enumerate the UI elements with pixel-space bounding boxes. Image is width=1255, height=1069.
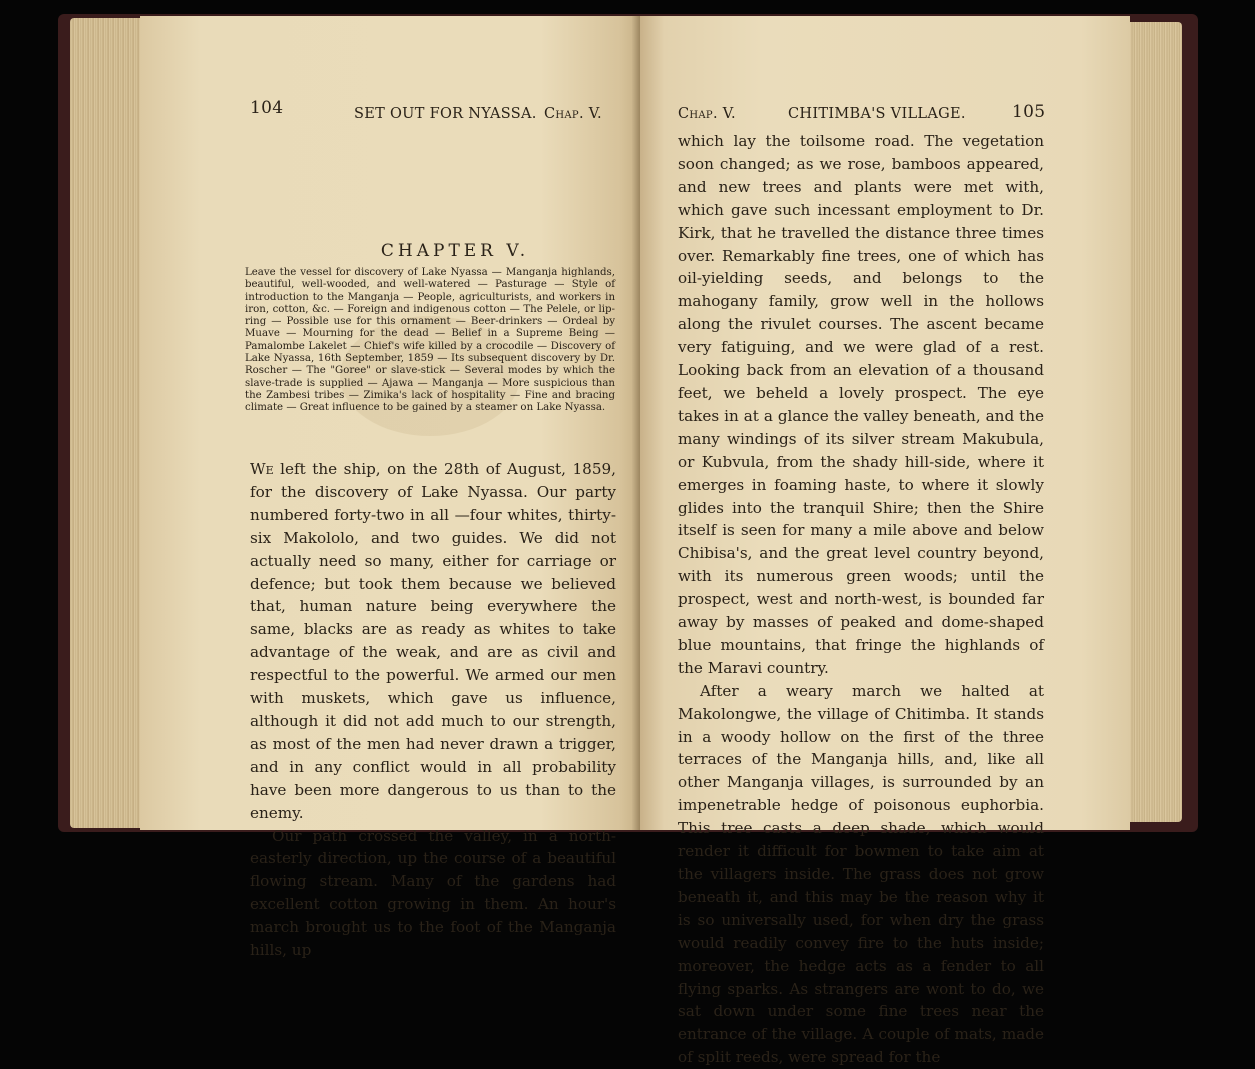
right-paragraph-2: After a weary march we halted at Makolongwe, the village of Chitimba. It stands in a woody hollow on the first of the three terraces of the Manganja hills, and, like all other Manganja villages, is surrounded by an impenetrable hedge of poisonous euphorbia. This tree casts a deep shade, which would render it difficult for bowmen to take aim at the villagers inside. The grass does not grow beneath it, and this may be the reason why it is so universally used, for when dry the grass would readily convey fire to the huts inside; moreover, the hedge acts as a fender to all flying sparks. As strangers are wont to do, we sat down under some fine trees near the entrance of the village. A couple of mats, made of split reeds, were spread for the	[678, 681, 1044, 1067]
right-page	[640, 16, 1130, 1067]
left-paragraph-2: Our path crossed the valley, in a north-easterly direction, up the course of a beautiful flowing stream. Many of the gardens had excellent cotton growing in them. An hour's march brought us to the foot of the Manganja hills, up	[250, 826, 616, 960]
right-paragraph-1: which lay the toilsome road. The vegetation soon changed; as we rose, bamboos appeared, and new trees and plants were met with, which gave such incessant employment to Dr. Kirk, that he travelled the distance three times over. Remarkably fine trees, one of which has oil-yielding seeds, and belongs to the mahogany family, grow well in the hollows along the rivulet courses. The ascent became very fatiguing, and we were glad of a rest. Looking back from an elevation of a thousand feet, we beheld a lovely prospect. The eye takes in at a glance the valley beneath, and the many windings of its silver stream Makubula, or Kubvula, from the shady hill-side, where it emerges in foaming haste, to where it slowly glides into the tranquil Shire; then the Shire itself is seen for many a mile above and below Chibisa's, and the great level country beyond, with its numerous green woods; until the prospect, west and north-west, is bounded far away by masses of peaked and dome-shaped blue mountains, that fringe the highlands of the Maravi country.	[678, 132, 1044, 677]
left-page	[140, 16, 640, 960]
page-edges-left	[70, 18, 150, 828]
right-running-head: CHITIMBA'S VILLAGE.	[788, 106, 966, 122]
right-chapter-ref: Chap. V.	[678, 106, 736, 122]
left-paragraph-1	[250, 458, 616, 825]
drop-cap-word: We	[250, 460, 274, 478]
right-body-text	[678, 130, 1044, 1069]
chapter-title: CHAPTER V.	[380, 241, 530, 261]
right-page-number: 105	[1012, 102, 1046, 122]
left-page-number: 104	[250, 98, 284, 118]
chapter-summary: Leave the vessel for discovery of Lake Nyassa — Manganja highlands, beautiful, well-wooded, and well-watered — Pasturage — Style of introduction to the Manganja — People, agriculturists, and workers in iron, cotton, &c. — Foreign and indigenous cotton — The Pelele, or lip-ring — Possible use for this ornament — Beer-drinkers — Ordeal by Muave — Mourning for the dead — Belief in a Supreme Being — Pamalombe Lakelet — Chief's wife killed by a crocodile — Discovery of Lake Nyassa, 16th September, 1859 — Its subsequent discovery by Dr. Roscher — The "Goree" or slave-stick — Several modes by which the slave-trade is supplied — Ajawa — Manganja — More suspicious than the Zambesi tribes — Zimika's lack of hospitality — Fine and bracing climate — Great influence to be gained by a steamer on Lake Nyassa.	[245, 267, 615, 414]
left-running-head: SET OUT FOR NYASSA.	[354, 106, 537, 122]
left-paragraph-1-text: left the ship, on the 28th of August, 1859, for the discovery of Lake Nyassa. Our party numbered forty-two in all —four whites, thirty-six Makololo, and two guides. We did not actually need so many, either for carriage or defence; but took them because we believed that, human nature being everywhere the same, blacks are as ready as whites to take advantage of the weak, and are as civil and respectful to the powerful. We armed our men with muskets, which gave us influence, although it did not add much to our strength, as most of the men had never drawn a trigger, and in any conflict would in all probability have been more dangerous to us than to the enemy.	[250, 460, 616, 822]
left-chapter-ref: Chap. V.	[544, 106, 602, 122]
left-body-text	[250, 458, 616, 962]
